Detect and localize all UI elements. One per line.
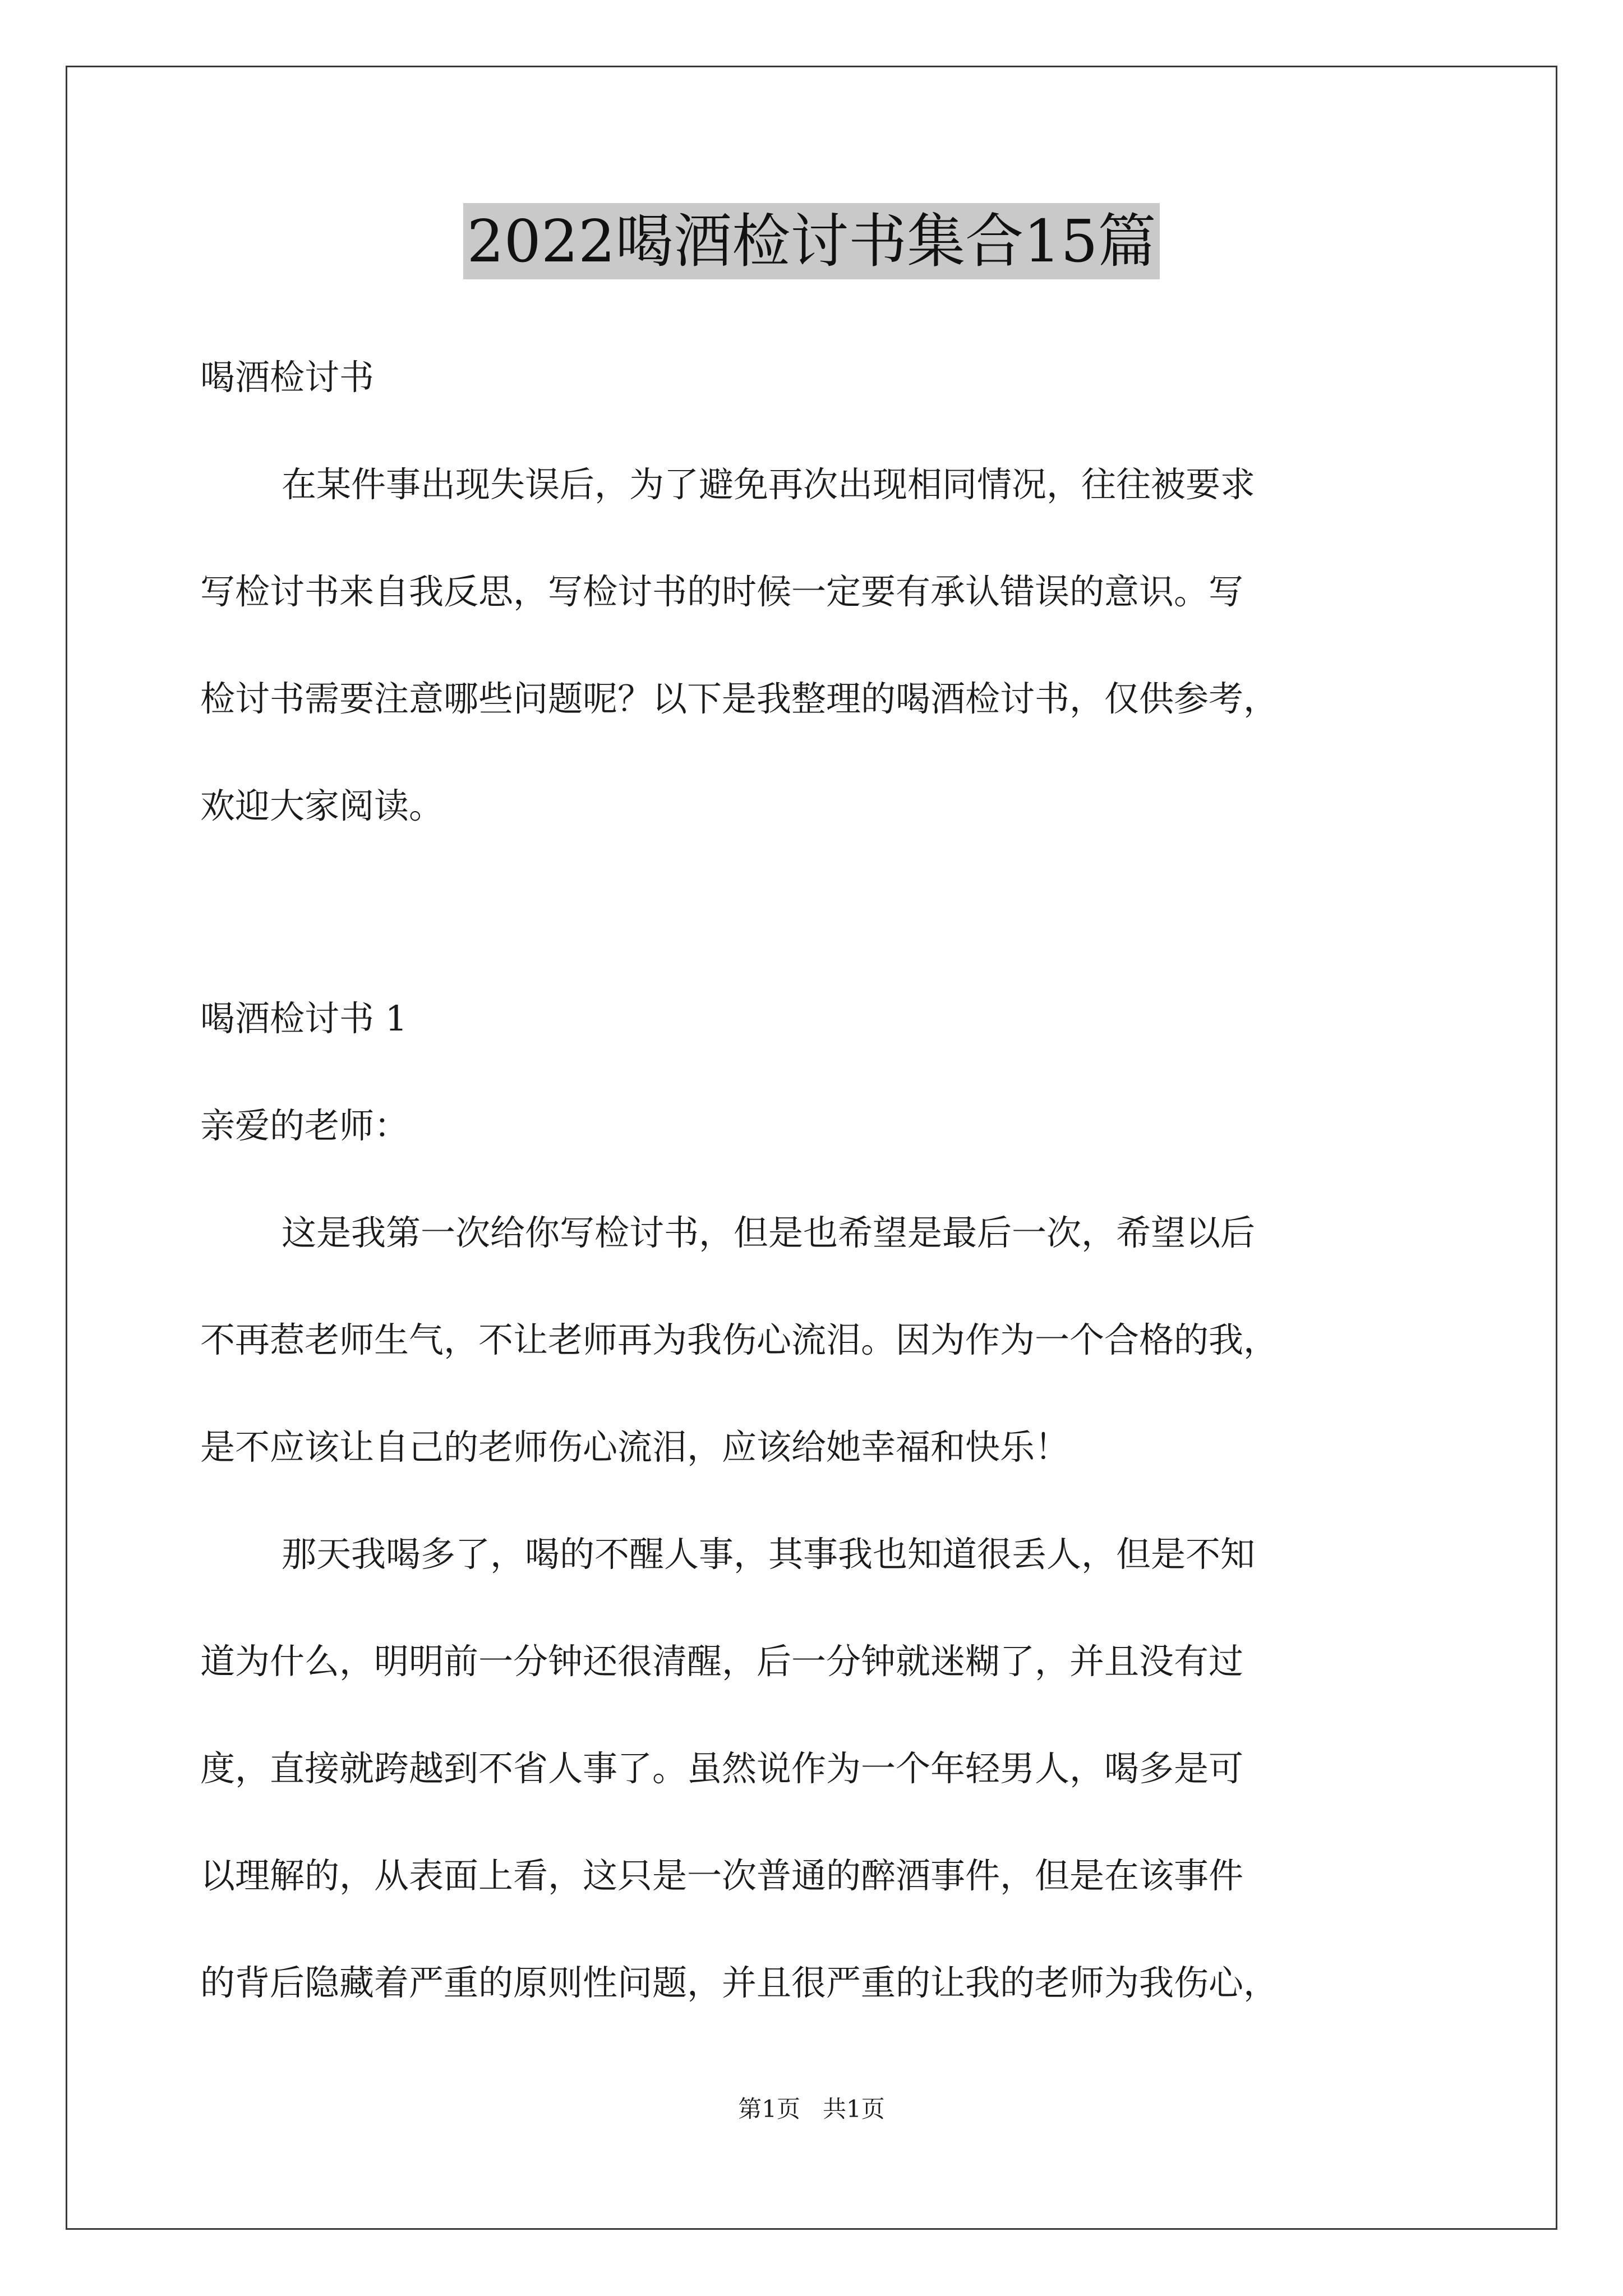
para1-line-3: 是不应该让自己的老师伤心流泪，应该给她幸福和快乐！ — [200, 1427, 1070, 1467]
para2-line-1: 那天我喝多了，喝的不醒人事，其事我也知道很丢人，但是不知 — [282, 1534, 1256, 1575]
title-container — [0, 203, 1623, 279]
section-heading-intro: 喝酒检讨书 — [200, 357, 375, 398]
page-footer: 第1页 共1页 — [738, 2095, 885, 2123]
intro-line-1: 在某件事出现失误后，为了避免再次出现相同情况，往往被要求 — [282, 464, 1256, 505]
intro-line-3: 检讨书需要注意哪些问题呢？以下是我整理的喝酒检讨书，仅供参考， — [200, 678, 1279, 719]
salutation: 亲爱的老师： — [200, 1105, 409, 1146]
section-heading-1: 喝酒检讨书 1 — [200, 998, 408, 1039]
intro-line-4: 欢迎大家阅读。 — [200, 785, 444, 826]
para2-line-5: 的背后隐藏着严重的原则性问题，并且很严重的让我的老师为我伤心， — [200, 1962, 1279, 2003]
document-title: 2022喝酒检讨书集合15篇 — [463, 203, 1159, 279]
para2-line-3: 度，直接就跨越到不省人事了。虽然说作为一个年轻男人，喝多是可 — [200, 1748, 1244, 1789]
para1-line-2: 不再惹老师生气，不让老师再为我伤心流泪。因为作为一个合格的我， — [200, 1319, 1279, 1360]
para2-line-2: 道为什么，明明前一分钟还很清醒，后一分钟就迷糊了，并且没有过 — [200, 1641, 1244, 1682]
intro-line-2: 写检讨书来自我反思，写检讨书的时候一定要有承认错误的意识。写 — [200, 571, 1244, 612]
para1-line-1: 这是我第一次给你写检讨书，但是也希望是最后一次，希望以后 — [282, 1212, 1256, 1253]
para2-line-4: 以理解的，从表面上看，这只是一次普通的醉酒事件，但是在该事件 — [200, 1855, 1244, 1896]
